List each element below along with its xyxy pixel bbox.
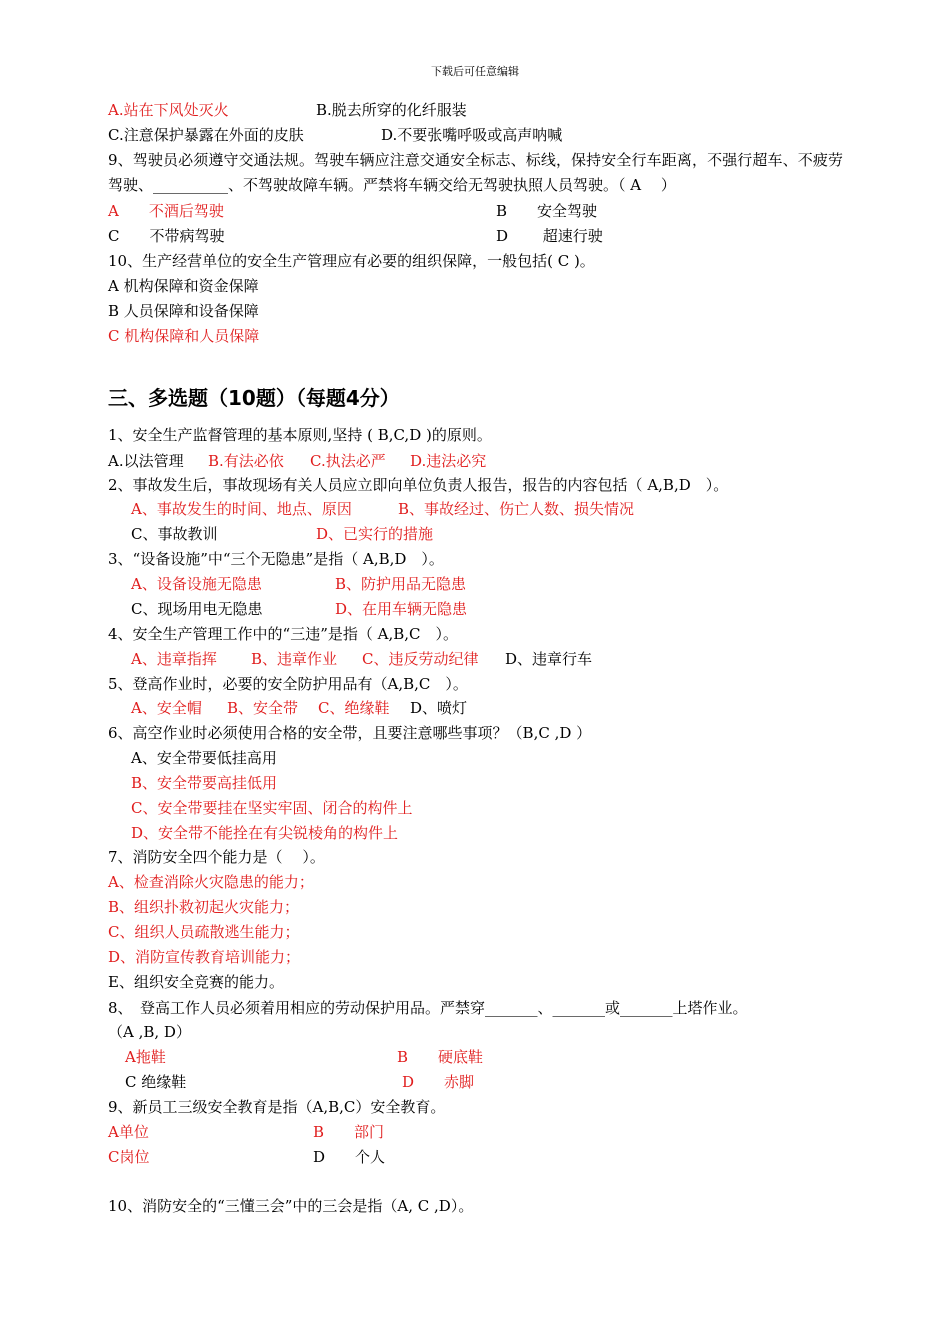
mq-question-5: 5、登高作业时，必要的安全防护用品有（A,B,C ）。 (108, 675, 468, 693)
mq5-option-c: C、绝缘鞋 (318, 699, 390, 717)
q10-option-c: C 机构保障和人员保障 (108, 327, 260, 345)
mq2-option-b: B、事故经过、伤亡人数、损失情况 (398, 500, 635, 518)
mq3-option-c: C、现场用电无隐患 (131, 600, 263, 618)
q9-option-a: A 不酒后驾驶 (108, 202, 224, 220)
mq8-option-d: D 赤脚 (402, 1073, 475, 1091)
q10-option-a: A 机构保障和资金保障 (108, 277, 259, 295)
mq1-option-c: C.执法必严 (310, 452, 386, 470)
mq2-option-a: A、事故发生的时间、地点、原因 (131, 500, 352, 518)
mq9-option-d: D 个人 (313, 1148, 386, 1166)
mq7-option-b: B、组织扑救初起火灾能力； (108, 898, 300, 916)
mq7-option-c: C、组织人员疏散逃生能力； (108, 923, 300, 941)
mq3-option-b: B、防护用品无隐患 (335, 575, 467, 593)
mq-question-3: 3、“设备设施”中“三个无隐患”是指（ A,B,D ）。 (108, 550, 444, 568)
mq2-option-c: C、事故教训 (131, 525, 218, 543)
mq1-option-b: B.有法必依 (208, 452, 284, 470)
section-heading: 三、多选题（10题）（每题4分） (108, 386, 400, 410)
mq1-option-a: A.以法管理 (108, 452, 184, 470)
mq-question-2: 2、事故发生后，事故现场有关人员应立即向单位负责人报告，报告的内容包括（ A,B,D ）。 (108, 476, 729, 494)
mq5-option-a: A、安全帽 (131, 699, 202, 717)
mq8-answer: （A ,B, D） (108, 1023, 191, 1041)
mq-question-1: 1、安全生产监督管理的基本原则,坚持 ( B,C,D )的原则。 (108, 426, 492, 444)
q9-option-b: B 安全驾驶 (496, 202, 598, 220)
mq7-option-a: A、检查消除火灾隐患的能力； (108, 873, 314, 891)
mq9-option-b: B 部门 (313, 1123, 385, 1141)
mq8-option-b: B 硬底鞋 (397, 1048, 484, 1066)
mq6-option-b: B、安全带要高挂低用 (131, 774, 278, 792)
mq6-option-a: A、安全带要低挂高用 (131, 749, 277, 767)
mq1-option-d: D.违法必究 (410, 452, 487, 470)
mq6-option-c: C、安全带要挂在坚实牢固、闭合的构件上 (131, 799, 413, 817)
mq4-option-d: D、违章行车 (505, 650, 593, 668)
option-d: D.不要张嘴呼吸或高声呐喊 (381, 126, 563, 144)
mq-question-8: 8、 登高工作人员必须着用相应的劳动保护用品。严禁穿_______、_______或_______上塔作业。 (108, 999, 748, 1017)
mq3-option-d: D、在用车辆无隐患 (335, 600, 468, 618)
q9-option-d: D 超速行驶 (496, 227, 603, 245)
mq9-option-a: A单位 (108, 1123, 149, 1141)
mq9-option-c: C岗位 (108, 1148, 150, 1166)
question-9: 9、驾驶员必须遵守交通法规。驾驶车辆应注意交通安全标志、标线，保持安全行车距离，不强行超车、不疲劳驾驶、__________、不驾驶故障车辆。严禁将车辆交给无驾驶执照人员驾驶。（ A ） (108, 151, 843, 194)
mq4-option-a: A、违章指挥 (131, 650, 217, 668)
mq-question-7: 7、消防安全四个能力是（ ）。 (108, 848, 325, 866)
option-a: A.站在下风处灭火 (108, 101, 229, 119)
mq6-option-d: D、安全带不能拴在有尖锐棱角的构件上 (131, 824, 399, 842)
mq7-option-d: D、消防宣传教育培训能力； (108, 948, 301, 966)
option-c: C.注意保护暴露在外面的皮肤 (108, 126, 304, 144)
mq-question-4: 4、安全生产管理工作中的“三违”是指（ A,B,C ）。 (108, 625, 459, 643)
q10-option-b: B 人员保障和设备保障 (108, 302, 259, 320)
mq4-option-c: C、违反劳动纪律 (362, 650, 479, 668)
mq-question-9: 9、新员工三级安全教育是指（A,B,C）安全教育。 (108, 1098, 446, 1116)
mq8-option-a: A拖鞋 (125, 1048, 166, 1066)
page-header: 下载后可任意编辑 (431, 65, 519, 78)
mq5-option-b: B、安全带 (227, 699, 299, 717)
option-b: B.脱去所穿的化纤服装 (316, 101, 467, 119)
question-10: 10、生产经营单位的安全生产管理应有必要的组织保障，一般包括( C )。 (108, 252, 595, 270)
mq4-option-b: B、违章作业 (251, 650, 338, 668)
mq-question-10: 10、消防安全的“三懂三会”中的三会是指（A, C ,D）。 (108, 1197, 474, 1215)
mq5-option-d: D、喷灯 (410, 699, 468, 717)
mq8-option-c: C 绝缘鞋 (125, 1073, 187, 1091)
mq3-option-a: A、设备设施无隐患 (131, 575, 262, 593)
q9-option-c: C 不带病驾驶 (108, 227, 225, 245)
mq7-option-e: E、组织安全竞赛的能力。 (108, 973, 284, 991)
mq2-option-d: D、已实行的措施 (316, 525, 434, 543)
mq-question-6: 6、高空作业时必须使用合格的安全带，且要注意哪些事项？（B,C ,D ） (108, 724, 592, 742)
